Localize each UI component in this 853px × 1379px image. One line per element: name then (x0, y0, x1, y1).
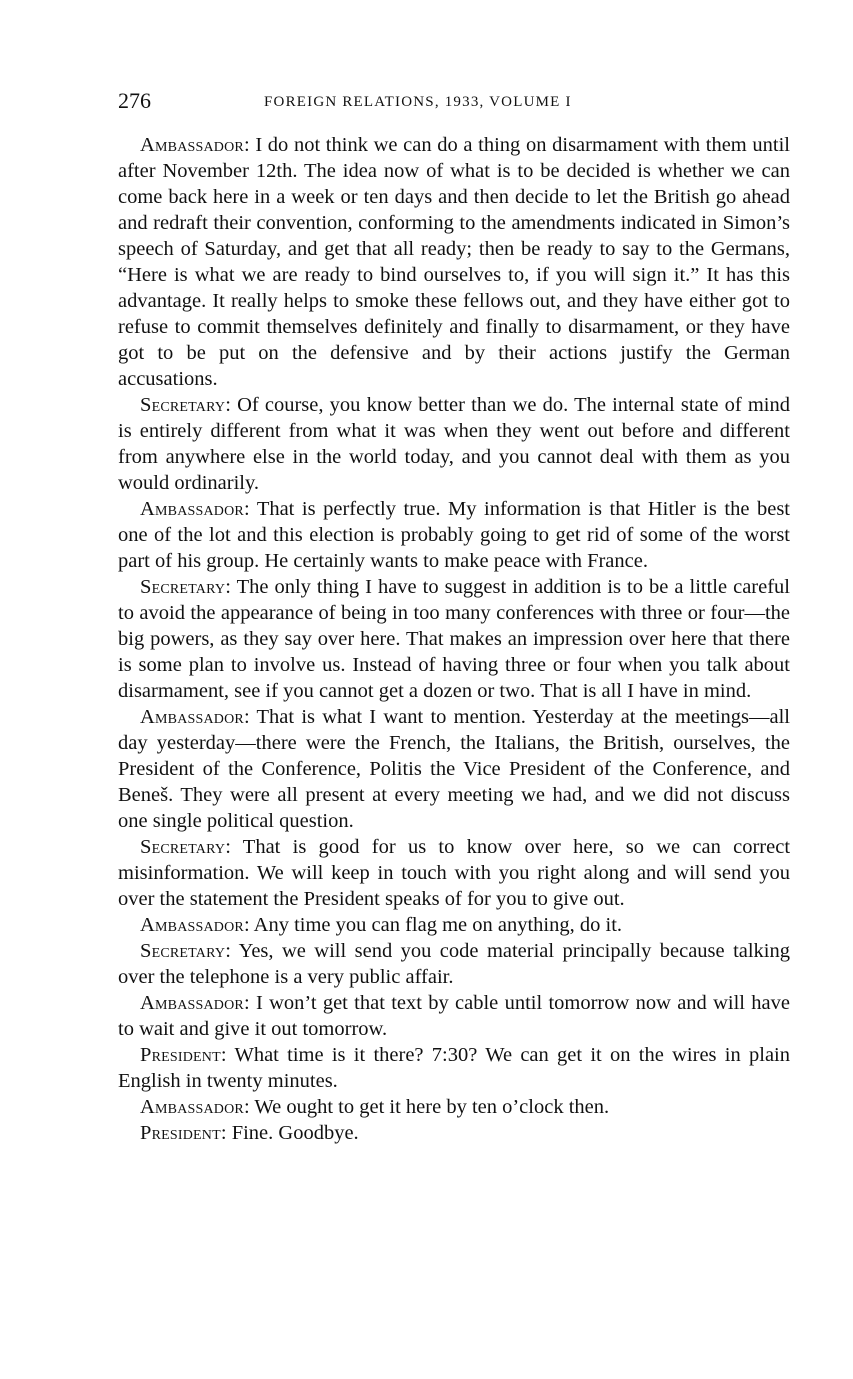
page-number: 276 (118, 88, 151, 113)
speaker-label: President (140, 1044, 221, 1066)
paragraph-text: What time is it there? 7:30? We can get it on the wires in plain English in twenty minutes. (118, 1044, 790, 1092)
paragraph-text: The only thing I have to suggest in addition is to be a little careful to avoid the appearance of being in too many conferences with three or four—the big powers, as they say over here. That makes an impression over here that there is some plan to involve us. Instead of having three or four when you talk about disarmament, see if you cannot get a dozen or two. That is all I have in mind. (118, 576, 790, 702)
transcript-paragraph: Ambassador: That is what I want to mention. Yesterday at the meetings—all day yesterday—there were the French, the Italians, the British, ourselves, the President of the Conference, Politis the Vice President of the Conference, and Beneš. They were all present at every meeting we had, and we did not discuss one single political question. (118, 706, 790, 832)
speaker-label: Secretary (140, 576, 226, 598)
running-head: FOREIGN RELATIONS, 1933, VOLUME I (264, 94, 572, 110)
speaker-label: Ambassador (140, 992, 244, 1014)
page-header (118, 88, 790, 114)
speaker-label: Ambassador (140, 914, 244, 936)
transcript-paragraph: President: Fine. Goodbye. (140, 1122, 359, 1144)
speaker-label: Secretary (140, 940, 226, 962)
speaker-label: Ambassador (140, 498, 244, 520)
paragraph-text: That is perfectly true. My information is that Hitler is the best one of the lot and this election is probably going to get rid of some of the worst part of his group. He certainly wants to make peace with France. (118, 498, 790, 572)
transcript-paragraph: Secretary: Of course, you know better than we do. The internal state of mind is entirely different from what it was when they went out before and different from anywhere else in the world today, and you cannot deal with them as you would ordinarily. (118, 394, 791, 494)
transcript-paragraph: President: What time is it there? 7:30? We can get it on the wires in plain English in twenty minutes. (118, 1044, 790, 1092)
transcript-paragraph: Secretary: That is good for us to know over here, so we can correct misinformation. We will keep in touch with you right along and will send you over the statement the President speaks of for you to give out. (118, 836, 791, 910)
paragraph-text: I won’t get that text by cable until tomorrow now and will have to wait and give it out tomorrow. (118, 992, 790, 1040)
paragraph-text: I do not think we can do a thing on disarmament with them until after November 12th. The idea now of what is to be decided is whether we can come back here in a week or ten days and then decide to let the British go ahead and redraft their convention, conforming to the amendments indicated in Simon’s speech of Saturday, and get that all ready; then be ready to say to the Germans, “Here is what we are ready to bind ourselves to, if you will sign it.” It has this advantage. It really helps to smoke these fellows out, and they have either got to refuse to commit themselves definitely and finally to disarmament, or they have got to be put on the defensive and by their actions justify the German accusations. (118, 134, 790, 390)
transcript-paragraph: Secretary: The only thing I have to suggest in addition is to be a little careful to avoid the appearance of being in too many conferences with three or four—the big powers, as they say over here. That makes an impression over here that there is some plan to involve us. Instead of having three or four when you talk about disarmament, see if you cannot get a dozen or two. That is all I have in mind. (118, 576, 790, 702)
speaker-label: Secretary (140, 394, 226, 416)
paragraph-text: Fine. Goodbye. (231, 1122, 359, 1144)
transcript-paragraph: Ambassador: That is perfectly true. My information is that Hitler is the best one of the lot and this election is probably going to get rid of some of the worst part of his group. He certainly wants to make peace with France. (118, 498, 790, 572)
paragraph-text: Yes, we will send you code material principally because talking over the telephone is a very public affair. (118, 940, 791, 988)
transcript-paragraph: Ambassador: Any time you can flag me on anything, do it. (140, 914, 623, 936)
paragraph-text: Any time you can flag me on anything, do it. (253, 914, 623, 936)
speaker-label: Ambassador (140, 1096, 244, 1118)
transcript-body (118, 132, 790, 1146)
speaker-label: President (140, 1122, 221, 1144)
paragraph-text: That is what I want to mention. Yesterday at the meetings—all day yesterday—there were the French, the Italians, the British, ourselves, the President of the Conference, Politis the Vice President of the Conference, and Beneš. They were all present at every meeting we had, and we did not discuss one single political question. (118, 706, 790, 832)
paragraph-text: We ought to get it here by ten o’clock then. (254, 1096, 610, 1118)
speaker-label: Ambassador (140, 134, 244, 156)
document-page (118, 88, 790, 1146)
paragraph-text: That is good for us to know over here, so we can correct misinformation. We will keep in touch with you right along and will send you over the statement the President speaks of for you to give out. (118, 836, 791, 910)
transcript-paragraph: Secretary: Yes, we will send you code material principally because talking over the telephone is a very public affair. (118, 940, 791, 988)
transcript-paragraph: Ambassador: I do not think we can do a thing on disarmament with them until after November 12th. The idea now of what is to be decided is whether we can come back here in a week or ten days and then decide to let the British go ahead and redraft their convention, conforming to the amendments indicated in Simon’s speech of Saturday, and get that all ready; then be ready to say to the Germans, “Here is what we are ready to bind ourselves to, if you will sign it.” It has this advantage. It really helps to smoke these fellows out, and they have either got to refuse to commit themselves definitely and finally to disarmament, or they have got to be put on the defensive and by their actions justify the German accusations. (118, 134, 790, 390)
speaker-label: Secretary (140, 836, 226, 858)
paragraph-text: Of course, you know better than we do. The internal state of mind is entirely different from what it was when they went out before and different from anywhere else in the world today, and you cannot deal with them as you would ordinarily. (118, 394, 791, 494)
speaker-label: Ambassador (140, 706, 244, 728)
transcript-paragraph: Ambassador: We ought to get it here by ten o’clock then. (140, 1096, 610, 1118)
transcript-paragraph: Ambassador: I won’t get that text by cable until tomorrow now and will have to wait and give it out tomorrow. (118, 992, 790, 1040)
